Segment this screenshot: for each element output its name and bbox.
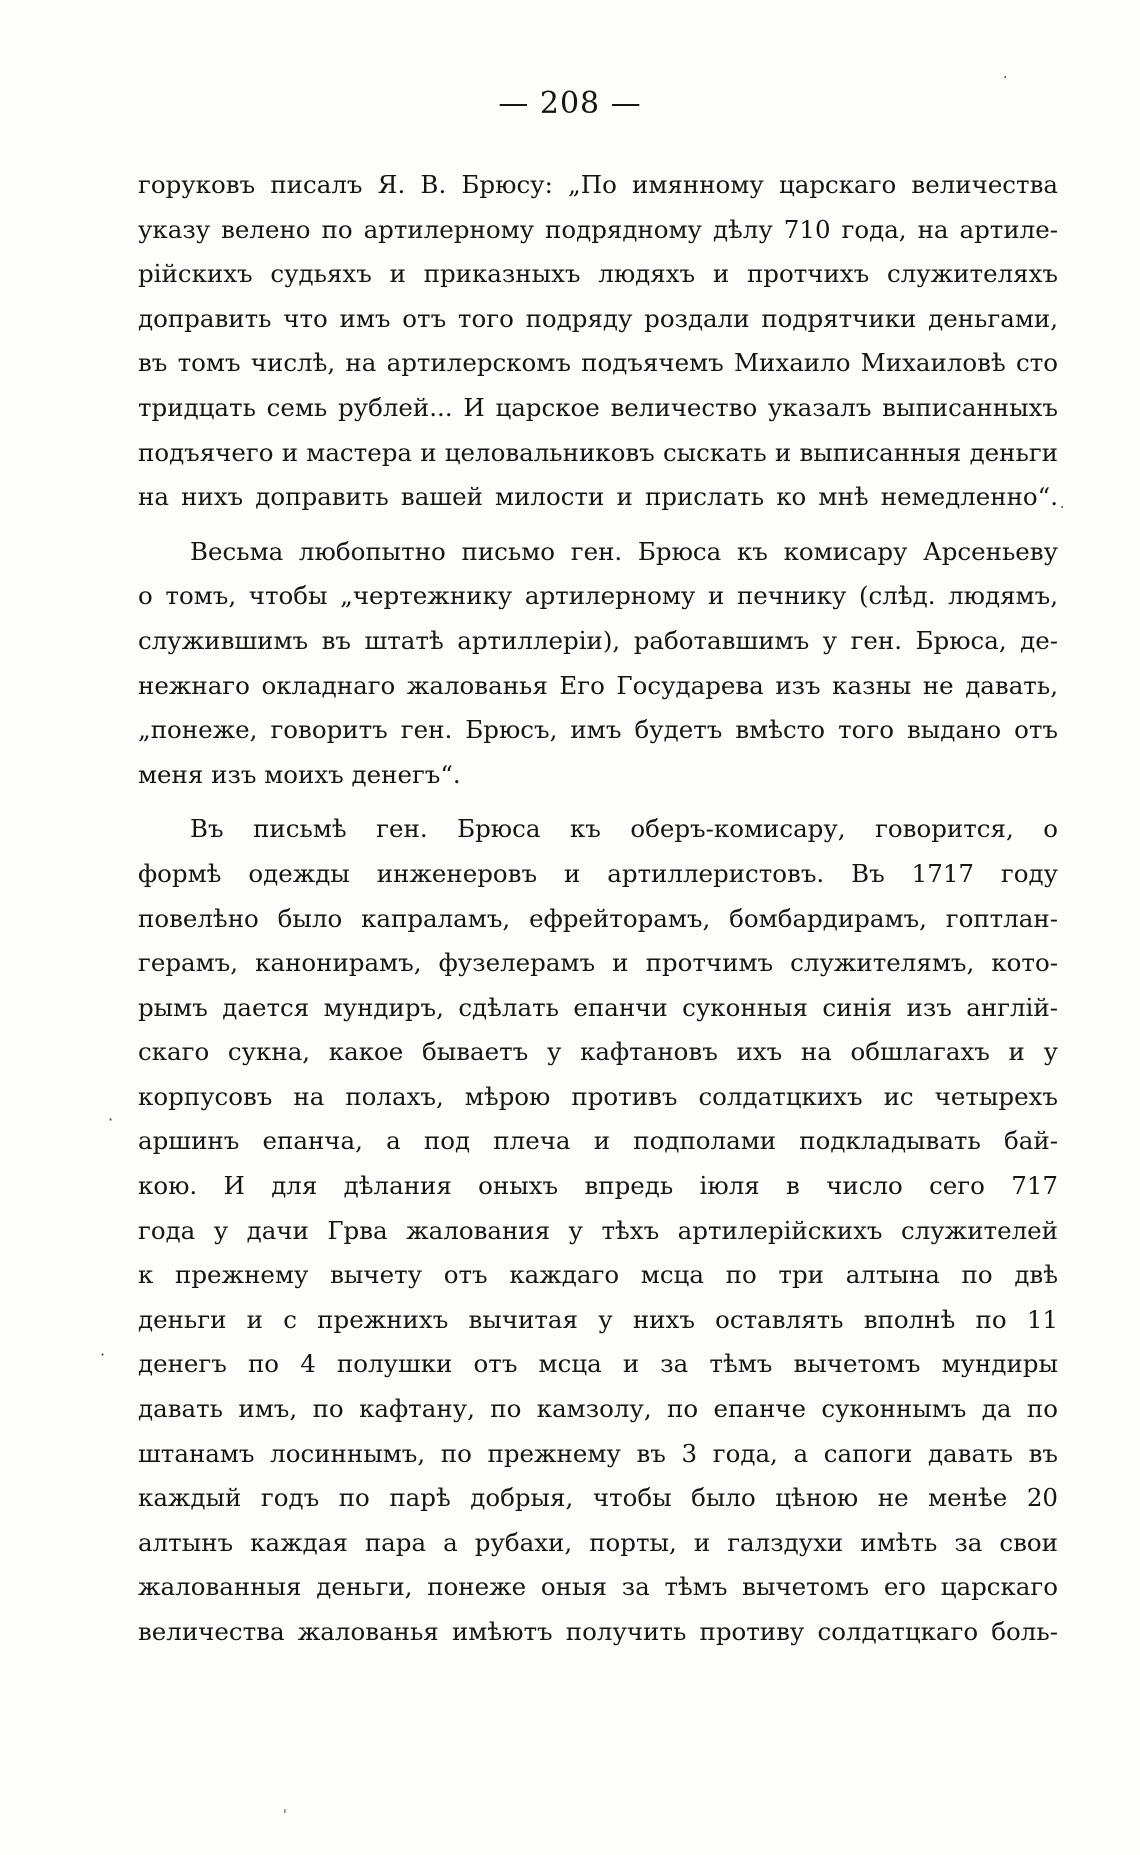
text-line: въ томъ числѣ, на артилерскомъ подъячемъ Михаило Михаиловѣ сто <box>138 348 1058 378</box>
text-line: нежнаго окладнаго жалованья Его Государева изъ казны не давать, <box>138 670 1058 700</box>
text-line: жалованныя деньги, понеже оныя за тѣмъ вычетомъ его царскаго <box>138 1572 1058 1602</box>
text-line: величества жалованья имѣютъ получить противу солдатцкаго боль- <box>138 1617 1058 1646</box>
text-line: деньги и с прежнихъ вычитая у нихъ оставлять вполнѣ по 11 <box>138 1304 1058 1334</box>
text-line: герамъ, канонирамъ, фузелерамъ и протчимъ служителямъ, кото- <box>138 948 1058 978</box>
scan-speck-mark: · <box>1003 70 1008 86</box>
text-line: на нихъ доправить вашей милости и прислать ко мнѣ немедленно“. <box>138 482 1058 512</box>
text-line: денегъ по 4 полушки отъ мсца и за тѣмъ вычетомъ мундиры <box>138 1349 1058 1379</box>
text-line: аршинъ епанча, а под плеча и подполами подкладывать бай- <box>138 1126 1058 1156</box>
text-line: тридцать семь рублей... И царское величество указалъ выписанныхъ <box>138 392 1058 422</box>
text-line: алтынъ каждая пара а рубахи, порты, и галздухи имѣть за свои <box>138 1527 1058 1557</box>
text-body <box>138 163 1058 1655</box>
text-line: кою. И для дѣлания оныхъ впредь iюля в число сего 717 <box>138 1171 1058 1201</box>
text-line: каждый годъ по парѣ добрыя, чтобы было цѣною не менѣе 20 <box>138 1483 1058 1513</box>
paragraph-1 <box>138 163 1058 520</box>
text-line: скаго сукна, какое бываетъ у кафтановъ ихъ на обшлагахъ и у <box>138 1037 1058 1067</box>
text-line: корпусовъ на полахъ, мѣрою противъ солдатцкихъ ис четырехъ <box>138 1081 1058 1111</box>
text-line: „понеже, говоритъ ген. Брюсъ, имъ будетъ вмѣсто того выдано отъ <box>138 715 1058 745</box>
text-line: к прежнему вычету отъ каждаго мсца по три алтына по двѣ <box>138 1260 1058 1290</box>
text-line: меня изъ моихъ денегъ“. <box>138 759 461 789</box>
text-line: давать имъ, по кафтану, по камзолу, по епанче суконнымъ да по <box>138 1394 1058 1424</box>
scan-speck-mark: ˈ <box>283 1808 287 1824</box>
scan-speck-mark: · <box>108 1110 114 1129</box>
paragraph-3 <box>138 807 1058 1654</box>
text-line: формѣ одежды инженеровъ и артиллеристовъ. Въ 1717 году <box>138 858 1058 888</box>
text-line: указу велено по артилерному подрядному дѣлу 710 года, на артиле- <box>138 214 1058 244</box>
text-line: года у дачи Грва жалования у тѣхъ артилерiйскихъ служителей <box>138 1215 1058 1245</box>
text-line: горуковъ писалъ Я. В. Брюсу: „По имянному царскаго величества <box>138 170 1058 199</box>
paragraph-2 <box>138 530 1058 798</box>
text-line: рiйскихъ судьяхъ и приказныхъ людяхъ и протчихъ служителяхъ <box>138 259 1058 289</box>
text-line: Весьма любопытно письмо ген. Брюса къ комисару Арсеньеву <box>190 536 1058 566</box>
text-line: подъячего и мастера и целовальниковъ сыскать и выписанныя деньги <box>138 437 1058 467</box>
text-line: штанамъ лосиннымъ, по прежнему въ 3 года, а сапоги давать въ <box>138 1438 1058 1468</box>
text-line: служившимъ въ штатѣ артиллерiи), работавшимъ у ген. Брюса, де- <box>138 625 1058 655</box>
scan-speck-mark: · <box>1060 500 1065 516</box>
paragraph-gap <box>138 520 1058 530</box>
text-line: доправить что имъ отъ того подряду роздали подрятчики деньгами, <box>138 303 1058 333</box>
paragraph-gap <box>138 797 1058 807</box>
text-line: рымъ дается мундиръ, сдѣлать епанчи суконныя синiя изъ англiй- <box>138 992 1058 1022</box>
page-number: — 208 — <box>498 86 642 121</box>
scan-speck-mark: · <box>100 1345 106 1364</box>
text-line: повелѣно было капраламъ, ефрейторамъ, бомбардирамъ, гоптлан- <box>138 903 1058 933</box>
text-line: Въ письмѣ ген. Брюса къ оберъ-комисару, говорится, о <box>190 814 1058 844</box>
text-line: о томъ, чтобы „чертежнику артилерному и печнику (слѣд. людямъ, <box>138 581 1058 611</box>
